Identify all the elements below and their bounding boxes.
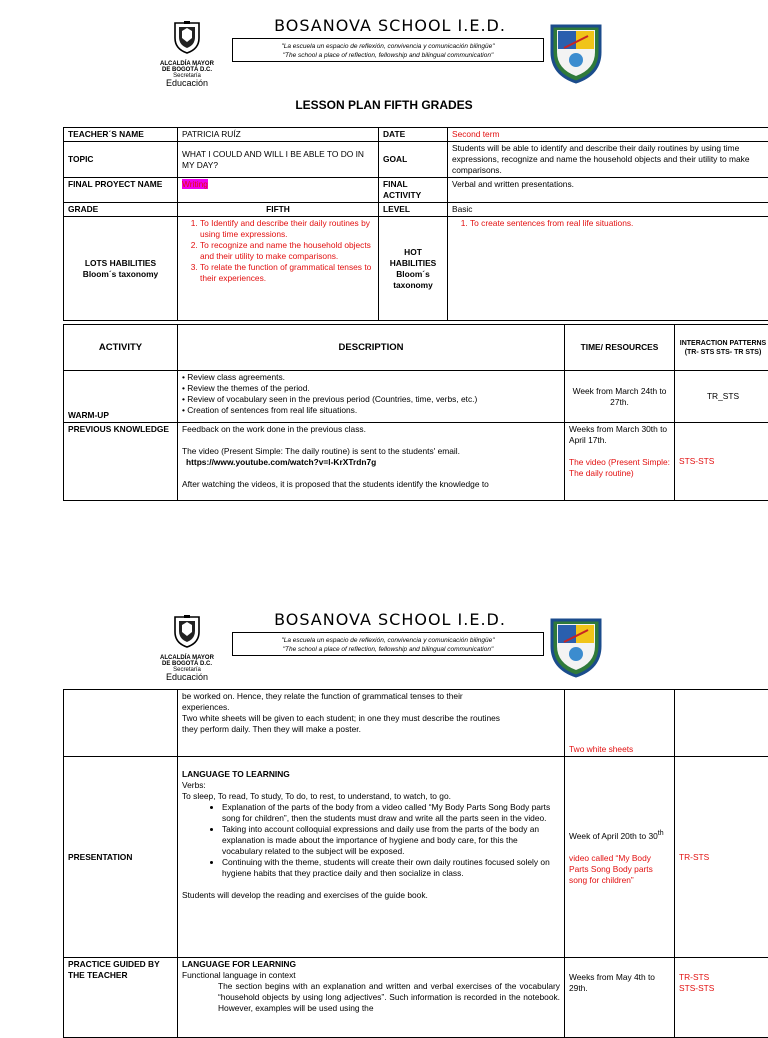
list-item: 1. To create sentences from real life situations. [470, 218, 767, 229]
warmup-label: WARM-UP [64, 371, 178, 423]
bogota-crest-icon [172, 20, 202, 54]
verbs-label: Verbs: [182, 780, 560, 791]
motto-box [232, 632, 544, 656]
presentation-time-1: Week of April 20th to 30 [569, 831, 658, 841]
goal-value: Students will be able to identify and describe their daily routines by using time expressions, recognize and name the household objects and their utility to make comparisons. [448, 142, 768, 178]
table-row [64, 142, 768, 178]
project-cell [178, 178, 379, 203]
verbs-list: To sleep, To read, To study, To do, to rest, to understand, to watch, to go. [182, 791, 560, 802]
practice-text: The section begins with an explanation and written and verbal exercises of the vocabulary “household objects by using long adjectives”. Such information is recorded in the notebook. However, examples will be used using the [182, 981, 560, 1014]
final-activity-label: FINAL ACTIVITY [379, 178, 448, 203]
final-activity-value: Verbal and written presentations. [448, 178, 768, 203]
lots-label-2: Bloom´s taxonomy [68, 269, 173, 280]
warmup-interaction: TR_STS [675, 371, 768, 423]
motto-es: "La escuela un espacio de reflexión, convivencia y comunicación bilingüe" [233, 636, 543, 645]
alcaldia-line3: Secretaría [152, 73, 222, 79]
previous-time-1: Weeks from March 30th to April 17th. [569, 424, 670, 446]
grade-label: GRADE [64, 203, 178, 217]
teacher-value: PATRICIA RUÍZ [178, 128, 379, 142]
table-row [64, 757, 768, 958]
project-label: FINAL PROYECT NAME [64, 178, 178, 203]
continued-time: Two white sheets [565, 690, 675, 757]
alcaldia-line2: DE BOGOTÁ D.C. [152, 67, 222, 73]
practice-interaction [675, 958, 768, 1038]
previous-label: PREVIOUS KNOWLEDGE [64, 423, 178, 501]
bogota-logo [152, 614, 222, 682]
hot-label-1: HOT [383, 247, 443, 258]
grade-value: FIFTH [178, 203, 379, 217]
motto-en: "The school a place of reflection, fellowship and bilingual communication" [233, 645, 543, 654]
list-item: • Continuing with the theme, students will create their own daily routines focused solely on hygiene habits that they practice daily and then socialize in class. [222, 857, 560, 879]
practice-interaction-1: TR-STS [679, 972, 767, 983]
alcaldia-line4: Educación [152, 79, 222, 88]
activity-header: ACTIVITY [64, 325, 178, 371]
page-header [0, 16, 768, 106]
warmup-time: Week from March 24th to 27th. [565, 371, 675, 423]
hot-label-3: Bloom´s [383, 269, 443, 280]
alcaldia-line2: DE BOGOTÁ D.C. [152, 661, 222, 667]
date-label: DATE [379, 128, 448, 142]
continued-line2: experiences. [182, 702, 560, 713]
alcaldia-line4: Educación [152, 673, 222, 682]
practice-label: PRACTICE GUIDED BY THE TEACHER [64, 958, 178, 1038]
video-link[interactable]: https://www.youtube.com/watch?v=l-KrXTrdn7g [182, 457, 560, 468]
motto-box [232, 38, 544, 62]
table-row [64, 423, 768, 501]
project-value: Writing [182, 179, 208, 189]
interaction-header: INTERACTION PATTERNS (TR- STS STS- TR STS) [675, 325, 768, 371]
continued-line1: be worked on. Hence, they relate the function of grammatical tenses to their [182, 691, 560, 702]
alcaldia-line1: ALCALDÍA MAYOR [152, 61, 222, 67]
previous-p2: The video (Present Simple: The daily routine) is sent to the students' email. [182, 446, 560, 457]
school-name: BOSANOVA SCHOOL I.E.D. [230, 610, 550, 629]
hot-label-4: taxonomy [383, 280, 443, 291]
practice-description [178, 958, 565, 1038]
list-item: • Review of vocabulary seen in the previous period (Countries, time, verbs, etc.) [182, 394, 560, 405]
school-shield-icon [548, 612, 604, 678]
presentation-description [178, 757, 565, 958]
motto-es: "La escuela un espacio de reflexión, convivencia y comunicación bilingüe" [233, 42, 543, 51]
level-value: Basic [448, 203, 768, 217]
list-item: • Review class agreements. [182, 372, 560, 383]
continued-interaction [675, 690, 768, 757]
date-value: Second term [448, 128, 768, 142]
hot-label [379, 217, 448, 321]
info-table [63, 127, 768, 321]
table-row [64, 371, 768, 423]
practice-time: Weeks from May 4th to 29th. [565, 958, 675, 1038]
bogota-logo [152, 20, 222, 88]
table-row [64, 128, 768, 142]
presentation-time-sup: th [658, 830, 664, 837]
warmup-items [178, 371, 565, 423]
previous-description [178, 423, 565, 501]
alcaldia-line1: ALCALDÍA MAYOR [152, 655, 222, 661]
previous-interaction: STS-STS [675, 423, 768, 501]
table-row [64, 217, 768, 321]
practice-sub: Functional language in context [182, 970, 560, 981]
previous-time [565, 423, 675, 501]
goal-label: GOAL [379, 142, 448, 178]
level-label: LEVEL [379, 203, 448, 217]
previous-p3: After watching the videos, it is proposed that the students identify the knowledge to [182, 479, 560, 490]
hot-items [448, 217, 768, 321]
teacher-label: TEACHER´S NAME [64, 128, 178, 142]
presentation-heading: LANGUAGE TO LEARNING [182, 769, 560, 780]
continued-description [178, 690, 565, 757]
continued-label [64, 690, 178, 757]
page-header-2 [0, 610, 768, 700]
lots-label [64, 217, 178, 321]
page-title: LESSON PLAN FIFTH GRADES [0, 98, 768, 112]
practice-interaction-2: STS-STS [679, 983, 767, 994]
topic-value: WHAT I COULD AND WILL I BE ABLE TO DO IN MY DAY? [178, 142, 379, 178]
list-item: • Creation of sentences from real life situations. [182, 405, 560, 416]
presentation-time [565, 757, 675, 958]
description-header: DESCRIPTION [178, 325, 565, 371]
activity-table-2 [63, 689, 768, 1038]
table-row [64, 203, 768, 217]
time-header: TIME/ RESOURCES [565, 325, 675, 371]
presentation-footer: Students will develop the reading and exercises of the guide book. [182, 890, 560, 901]
school-shield-icon [548, 18, 604, 84]
motto-en: "The school a place of reflection, fellowship and bilingual communication" [233, 51, 543, 60]
activity-table [63, 324, 768, 501]
list-item: • Taking into account colloquial expressions and daily use from the parts of the body an explanation is made about the importance of hygiene and body care, for this the vocabulary related to the subject will be exposed. [222, 824, 560, 857]
presentation-time-2: video called “My Body Parts Song Body parts song for children” [569, 853, 670, 886]
bogota-crest-icon [172, 614, 202, 648]
previous-p1: Feedback on the work done in the previous class. [182, 424, 560, 435]
list-item: 2. To recognize and name the household objects and their utility to make comparisons. [200, 240, 374, 262]
lots-label-1: LOTS HABILITIES [68, 258, 173, 269]
table-row [64, 958, 768, 1038]
table-row [64, 178, 768, 203]
list-item: 1. To Identify and describe their daily routines by using time expressions. [200, 218, 374, 240]
continued-line3: Two white sheets will be given to each student; in one they must describe the routines [182, 713, 560, 724]
previous-time-2: The video (Present Simple: The daily routine) [569, 457, 670, 479]
table-row [64, 690, 768, 757]
school-name: BOSANOVA SCHOOL I.E.D. [230, 16, 550, 35]
alcaldia-line3: Secretaría [152, 667, 222, 673]
list-item: • Review the themes of the period. [182, 383, 560, 394]
table-row [64, 325, 768, 371]
topic-label: TOPIC [64, 142, 178, 178]
presentation-label: PRESENTATION [64, 757, 178, 958]
continued-line4: they perform daily. Then they will make a poster. [182, 724, 560, 735]
presentation-interaction: TR-STS [675, 757, 768, 958]
practice-heading: LANGUAGE FOR LEARNING [182, 959, 560, 970]
hot-label-2: HABILITIES [383, 258, 443, 269]
list-item: 3. To relate the function of grammatical tenses to their experiences. [200, 262, 374, 284]
list-item: • Explanation of the parts of the body from a video called “My Body Parts Song Body parts song for children”, then the students must draw and write all the parts seen in the video. [222, 802, 560, 824]
lots-items [178, 217, 379, 321]
